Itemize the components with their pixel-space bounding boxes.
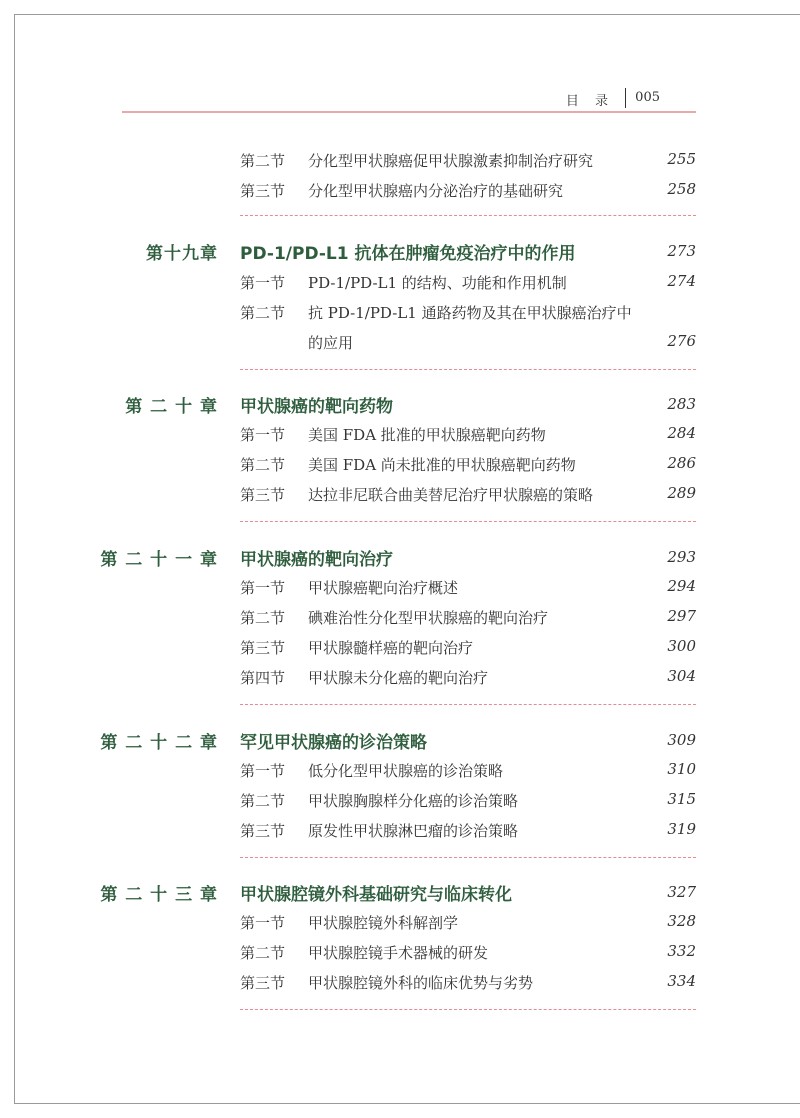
section-title: 甲状腺癌靶向治疗概述 (308, 579, 459, 597)
toc-section-row[interactable] (0, 940, 800, 966)
page-frame-top (14, 14, 800, 15)
section-label: 第一节 (240, 914, 286, 932)
toc-chapter-row[interactable] (0, 239, 800, 265)
page-number: 297 (667, 607, 696, 625)
toc-section-row[interactable] (0, 178, 800, 204)
chapter-title: 甲状腺癌的靶向治疗 (240, 550, 393, 570)
page-number: 284 (667, 424, 696, 442)
toc-section-row[interactable] (0, 270, 800, 296)
running-header (122, 88, 696, 112)
chapter-label: 第 二 十 三 章 (100, 885, 218, 905)
toc-section-row[interactable] (0, 575, 800, 601)
section-title: 分化型甲状腺癌促甲状腺激素抑制治疗研究 (308, 152, 594, 170)
section-title: 低分化型甲状腺癌的诊治策略 (308, 762, 504, 780)
toc-section-row[interactable] (0, 422, 800, 448)
section-label: 第二节 (240, 609, 286, 627)
section-label: 第三节 (240, 486, 286, 504)
dashed-separator (240, 369, 696, 370)
toc-section-row[interactable] (0, 635, 800, 661)
page-number: 310 (667, 760, 696, 778)
dashed-separator (240, 521, 696, 522)
section-label: 第三节 (240, 822, 286, 840)
section-label: 第二节 (240, 456, 286, 474)
section-title: 原发性甲状腺淋巴瘤的诊治策略 (308, 822, 519, 840)
chapter-label: 第 二 十 一 章 (100, 550, 218, 570)
section-title: 的应用 (308, 334, 354, 352)
page-number: 293 (667, 548, 696, 566)
chapter-title: 甲状腺癌的靶向药物 (240, 397, 393, 417)
toc-section-row[interactable] (0, 818, 800, 844)
section-label: 第一节 (240, 579, 286, 597)
section-label: 第一节 (240, 274, 286, 292)
section-title: PD-1/PD-L1 的结构、功能和作用机制 (308, 274, 567, 292)
section-label: 第二节 (240, 792, 286, 810)
dashed-separator (240, 857, 696, 858)
toc-section-row[interactable] (0, 910, 800, 936)
section-label: 第三节 (240, 639, 286, 657)
chapter-title: 罕见甲状腺癌的诊治策略 (240, 733, 427, 753)
toc-section-row[interactable] (0, 482, 800, 508)
page-number: 328 (667, 912, 696, 930)
page-number: 294 (667, 577, 696, 595)
section-title: 抗 PD-1/PD-L1 通路药物及其在甲状腺癌治疗中 (308, 304, 632, 322)
section-label: 第二节 (240, 152, 286, 170)
toc-chapter-row[interactable] (0, 392, 800, 418)
section-label: 第四节 (240, 669, 286, 687)
page-number: 255 (667, 150, 696, 168)
section-label: 第一节 (240, 762, 286, 780)
page-number: 258 (667, 180, 696, 198)
toc-section-row[interactable] (0, 605, 800, 631)
header-page-number: 005 (635, 90, 660, 105)
section-label: 第一节 (240, 426, 286, 444)
dashed-separator (240, 704, 696, 705)
chapter-title: PD-1/PD-L1 抗体在肿瘤免疫治疗中的作用 (240, 244, 576, 264)
page-frame-bottom (14, 1103, 800, 1104)
section-title: 美国 FDA 尚未批准的甲状腺癌靶向药物 (308, 456, 576, 474)
header-label: 目 录 (565, 94, 614, 109)
page-number: 332 (667, 942, 696, 960)
toc-section-row[interactable] (0, 148, 800, 174)
toc-section-row-continued[interactable] (0, 330, 800, 356)
toc-section-row[interactable] (0, 452, 800, 478)
page-number: 309 (667, 731, 696, 749)
section-label: 第二节 (240, 304, 286, 322)
toc-section-row[interactable] (0, 788, 800, 814)
dashed-separator (240, 1009, 696, 1010)
toc-section-row[interactable] (0, 970, 800, 996)
section-title: 甲状腺腔镜外科解剖学 (308, 914, 459, 932)
section-label: 第二节 (240, 944, 286, 962)
toc-chapter-row[interactable] (0, 545, 800, 571)
section-title: 甲状腺腔镜手术器械的研发 (308, 944, 489, 962)
toc-chapter-row[interactable] (0, 880, 800, 906)
header-divider (625, 88, 626, 108)
section-title: 甲状腺未分化癌的靶向治疗 (308, 669, 489, 687)
page-number: 276 (667, 332, 696, 350)
page-number: 334 (667, 972, 696, 990)
toc-section-row[interactable] (0, 665, 800, 691)
page-number: 289 (667, 484, 696, 502)
section-title: 碘难治性分化型甲状腺癌的靶向治疗 (308, 609, 549, 627)
section-label: 第三节 (240, 974, 286, 992)
page-number: 315 (667, 790, 696, 808)
page-number: 283 (667, 395, 696, 413)
toc-section-row[interactable] (0, 758, 800, 784)
section-title: 达拉非尼联合曲美替尼治疗甲状腺癌的策略 (308, 486, 594, 504)
page-number: 304 (667, 667, 696, 685)
section-title: 甲状腺髓样癌的靶向治疗 (308, 639, 474, 657)
chapter-label: 第 二 十 二 章 (100, 733, 218, 753)
chapter-label: 第 二 十 章 (125, 397, 218, 417)
page-number: 273 (667, 242, 696, 260)
chapter-title: 甲状腺腔镜外科基础研究与临床转化 (240, 885, 512, 905)
chapter-label: 第十九章 (146, 244, 218, 264)
toc-section-row[interactable] (0, 300, 800, 326)
section-title: 甲状腺腔镜外科的临床优势与劣势 (308, 974, 534, 992)
section-label: 第三节 (240, 182, 286, 200)
dashed-separator (240, 215, 696, 216)
page-number: 286 (667, 454, 696, 472)
page-number: 274 (667, 272, 696, 290)
page-number: 319 (667, 820, 696, 838)
page-number: 300 (667, 637, 696, 655)
section-title: 甲状腺胸腺样分化癌的诊治策略 (308, 792, 519, 810)
toc-chapter-row[interactable] (0, 728, 800, 754)
page-number: 327 (667, 883, 696, 901)
section-title: 美国 FDA 批准的甲状腺癌靶向药物 (308, 426, 546, 444)
header-rule (122, 111, 696, 113)
section-title: 分化型甲状腺癌内分泌治疗的基础研究 (308, 182, 564, 200)
